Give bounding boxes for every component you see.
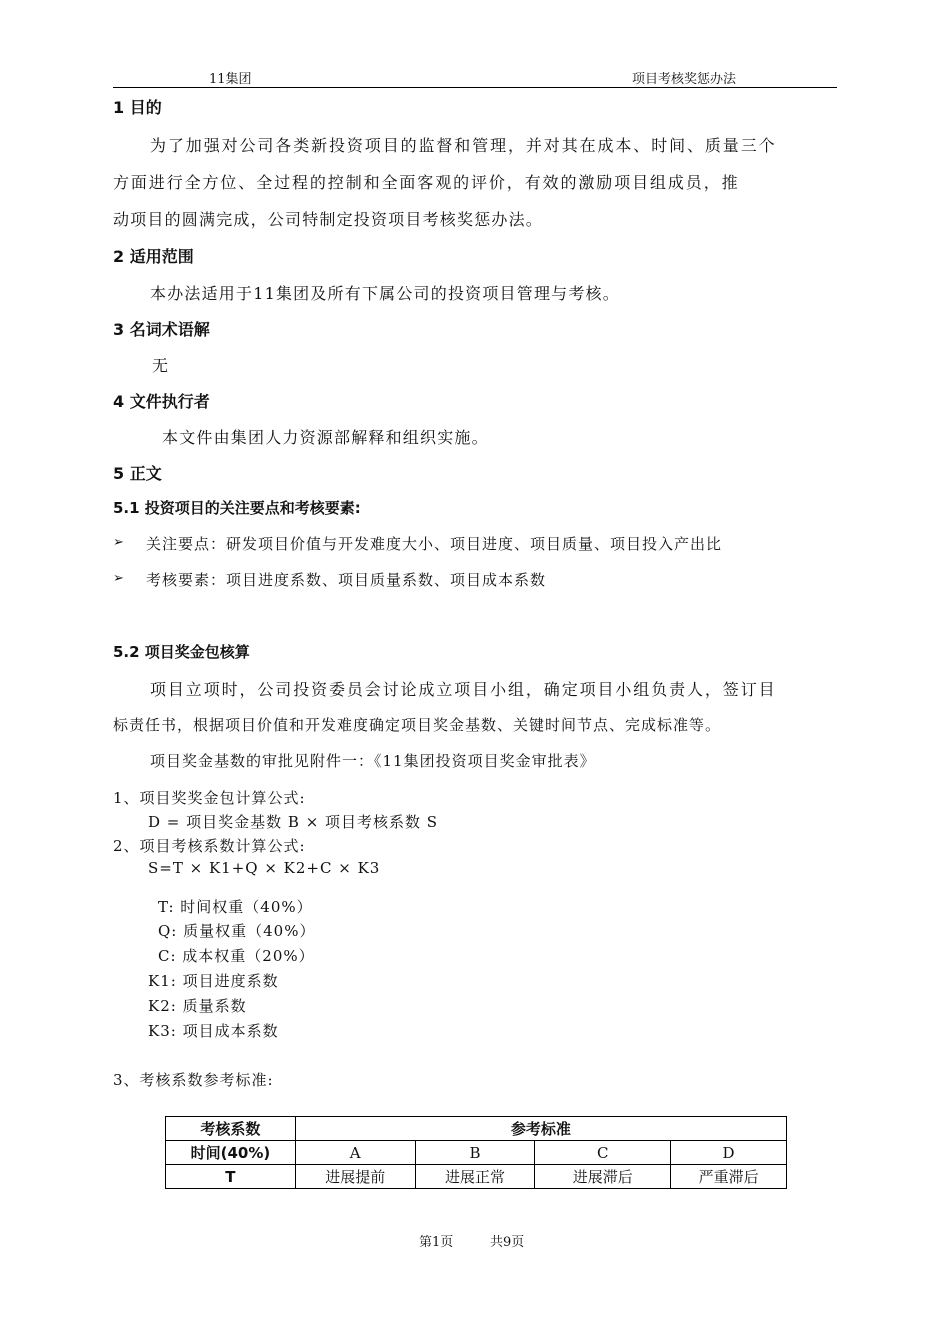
header-rule: [113, 87, 837, 88]
table-cell: 进展提前: [295, 1165, 415, 1189]
section-1-line-3: 动项目的圆满完成，公司特制定投资项目考核奖惩办法。: [113, 210, 544, 229]
definition-c: C: 成本权重（20%）: [158, 947, 315, 965]
table-grade-c: C: [535, 1141, 671, 1165]
section-1-line-1: 为了加强对公司各类新投资项目的监督和管理，并对其在成本、时间、质量三个: [150, 136, 777, 155]
formula-1: D = 项目奖金基数 B × 项目考核系数 S: [148, 813, 439, 831]
table-cell: 严重滞后: [671, 1165, 787, 1189]
formula-2: S=T × K1+Q × K2+C × K3: [148, 859, 381, 877]
table-grade-a: A: [295, 1141, 415, 1165]
section-3-text: 无: [152, 356, 170, 375]
table-grade-d: D: [671, 1141, 787, 1165]
table-row: [166, 1117, 787, 1141]
table-row: [166, 1141, 787, 1165]
section-4-title: 4 文件执行者: [113, 392, 210, 411]
bullet-arrow-icon: ➢: [113, 571, 124, 586]
bullet-item-2: 考核要素：项目进度系数、项目质量系数、项目成本系数: [146, 571, 547, 589]
definition-q: Q: 质量权重（40%）: [158, 922, 316, 940]
table-row-sub: T: [166, 1165, 296, 1189]
table-cell: 进展滞后: [535, 1165, 671, 1189]
formula-2-title: 2、项目考核系数计算公式:: [113, 837, 306, 855]
definition-k2: K2: 质量系数: [148, 997, 247, 1015]
section-1-title: 1 目的: [113, 98, 162, 117]
section-5-2-title: 5.2 项目奖金包核算: [113, 643, 250, 661]
formula-1-title: 1、项目奖奖金包计算公式:: [113, 789, 306, 807]
definition-t: T: 时间权重（40%）: [158, 898, 313, 916]
definition-k1: K1: 项目进度系数: [148, 972, 279, 990]
reference-table: [165, 1116, 787, 1189]
table-row: [166, 1165, 787, 1189]
section-5-2-line-1: 项目立项时，公司投资委员会讨论成立项目小组，确定项目小组负责人，签订目: [150, 680, 777, 699]
header-left: 11集团: [209, 72, 252, 87]
definition-k3: K3: 项目成本系数: [148, 1022, 279, 1040]
bullet-item-1: 关注要点：研发项目价值与开发难度大小、项目进度、项目质量、项目投入产出比: [146, 535, 723, 553]
section-3-title: 3 名词术语解: [113, 320, 210, 339]
section-5-2-line-2: 标责任书，根据项目价值和开发难度确定项目奖金基数、关键时间节点、完成标准等。: [113, 716, 722, 734]
table-header-standard: 参考标准: [295, 1117, 786, 1141]
table-header-coefficient: 考核系数: [166, 1117, 296, 1141]
standard-title: 3、考核系数参考标准:: [113, 1071, 274, 1089]
section-1-line-2: 方面进行全方位、全过程的控制和全面客观的评价，有效的激励项目组成员，推: [113, 173, 740, 192]
header-right: 项目考核奖惩办法: [632, 72, 737, 87]
table-cell: 进展正常: [415, 1165, 535, 1189]
section-5-1-title: 5.1 投资项目的关注要点和考核要素:: [113, 499, 361, 517]
section-4-text: 本文件由集团人力资源部解释和组织实施。: [162, 428, 489, 447]
section-2-title: 2 适用范围: [113, 247, 194, 266]
footer-total-pages: 共9页: [490, 1235, 525, 1250]
footer-page-number: 第1页: [419, 1235, 454, 1250]
bullet-arrow-icon: ➢: [113, 535, 124, 550]
section-5-title: 5 正文: [113, 464, 162, 483]
table-grade-b: B: [415, 1141, 535, 1165]
table-row-label: 时间(40%): [166, 1141, 296, 1165]
section-5-2-line-3: 项目奖金基数的审批见附件一：《11集团投资项目奖金审批表》: [150, 752, 596, 770]
section-2-text: 本办法适用于11集团及所有下属公司的投资项目管理与考核。: [150, 284, 620, 303]
